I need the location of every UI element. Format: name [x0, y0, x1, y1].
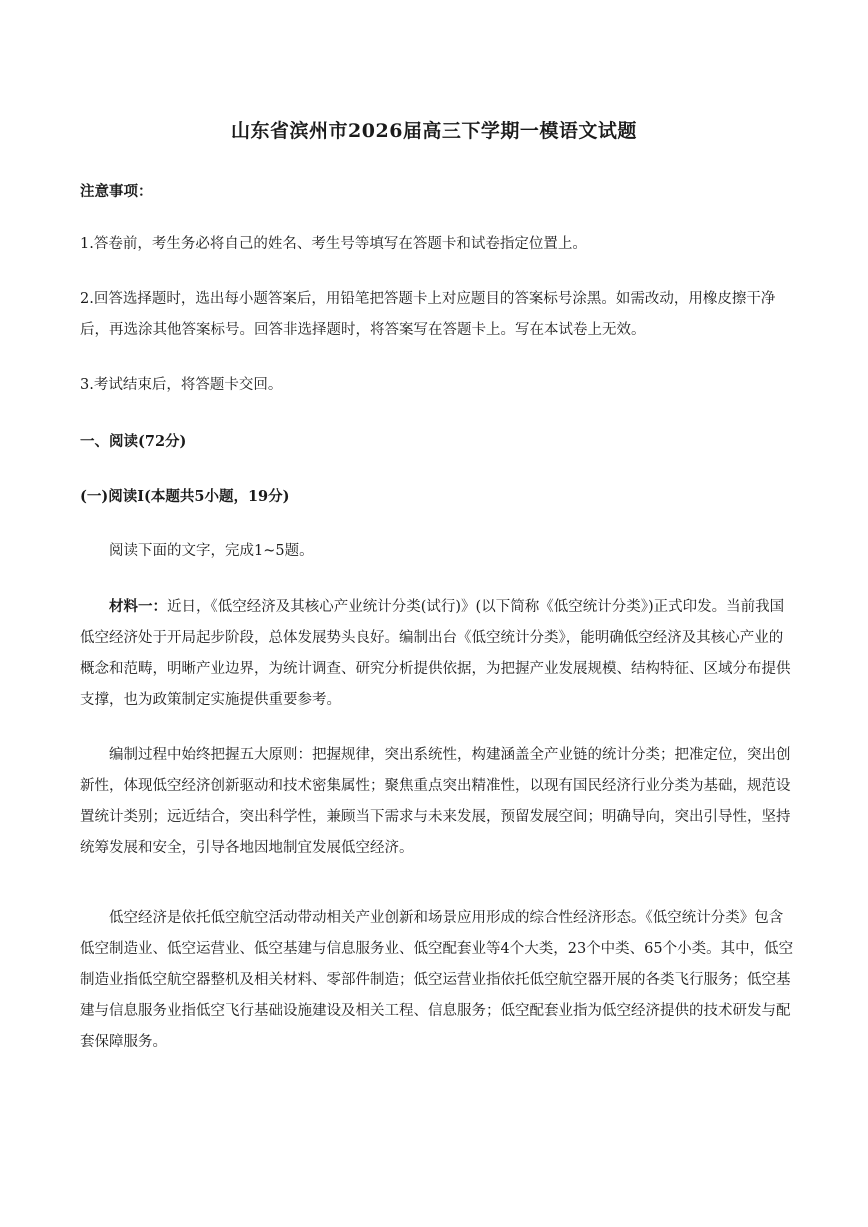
material-1-paragraph-2: 编制过程中始终把握五大原则：把握规律，突出系统性，构建涵盖全产业链的统计分类；把准定位，突出创新性，体现低空经济创新驱动和技术密集属性；聚焦重点突出精准性，以现有国民经济行业分类为基础，规范设置统计类别；远近结合，突出科学性，兼顾当下需求与未来发展，预留发展空间；明确导向，突出引导性，坚持统筹发展和安全，引导各地因地制宜发展低空经济。	[80, 747, 791, 856]
material-1-paragraph-1	[80, 591, 796, 716]
material-1-label: 材料一：	[109, 598, 167, 615]
reading-instruction: 阅读下面的文字，完成1~5题。	[109, 543, 314, 559]
material-1-paragraph-3: 低空经济是依托低空航空活动带动相关产业创新和场景应用形成的综合性经济形态。《低空统计分类》包含低空制造业、低空运营业、低空基建与信息服务业、低空配套业等4个大类，23个中类、65个小类。其中，低空制造业指低空航空器整机及相关材料、零部件制造；低空运营业指依托低空航空器开展的各类飞行服务；低空基建与信息服务业指低空飞行基础设施建设及相关工程、信息服务；低空配套业指为低空经济提供的技术研发与配套保障服务。	[80, 910, 794, 1050]
material-1-p1-text: 近日，《低空经济及其核心产业统计分类(试行)》(以下简称《低空统计分类》)正式印发。当前我国低空经济处于开局起步阶段，总体发展势头良好。编制出台《低空统计分类》，能明确低空经济及其核心产业的概念和范畴，明晰产业边界，为统计调查、研究分析提供依据，为把握产业发展规模、结构特征、区域分布提供支撑，也为政策制定实施提供重要参考。	[80, 599, 791, 708]
notice-item-2: 2.回答选择题时，选出每小题答案后，用铅笔把答题卡上对应题目的答案标号涂黑。如需改动，用橡皮擦干净后，再选涂其他答案标号。回答非选择题时，将答案写在答题卡上。写在本试卷上无效。	[80, 291, 776, 338]
document-title: 山东省滨州市2026届高三下学期一模语文试题	[231, 120, 637, 142]
section-heading: 一、阅读(72分)	[80, 433, 187, 450]
notice-item-1: 1.答卷前，考生务必将自己的姓名、考生号等填写在答题卡和试卷指定位置上。	[80, 236, 587, 252]
notice-item-3: 3.考试结束后，将答题卡交回。	[80, 377, 283, 393]
subsection-heading: (一)阅读Ⅰ(本题共5小题，19分)	[80, 488, 290, 505]
notice-heading: 注意事项：	[80, 183, 153, 200]
